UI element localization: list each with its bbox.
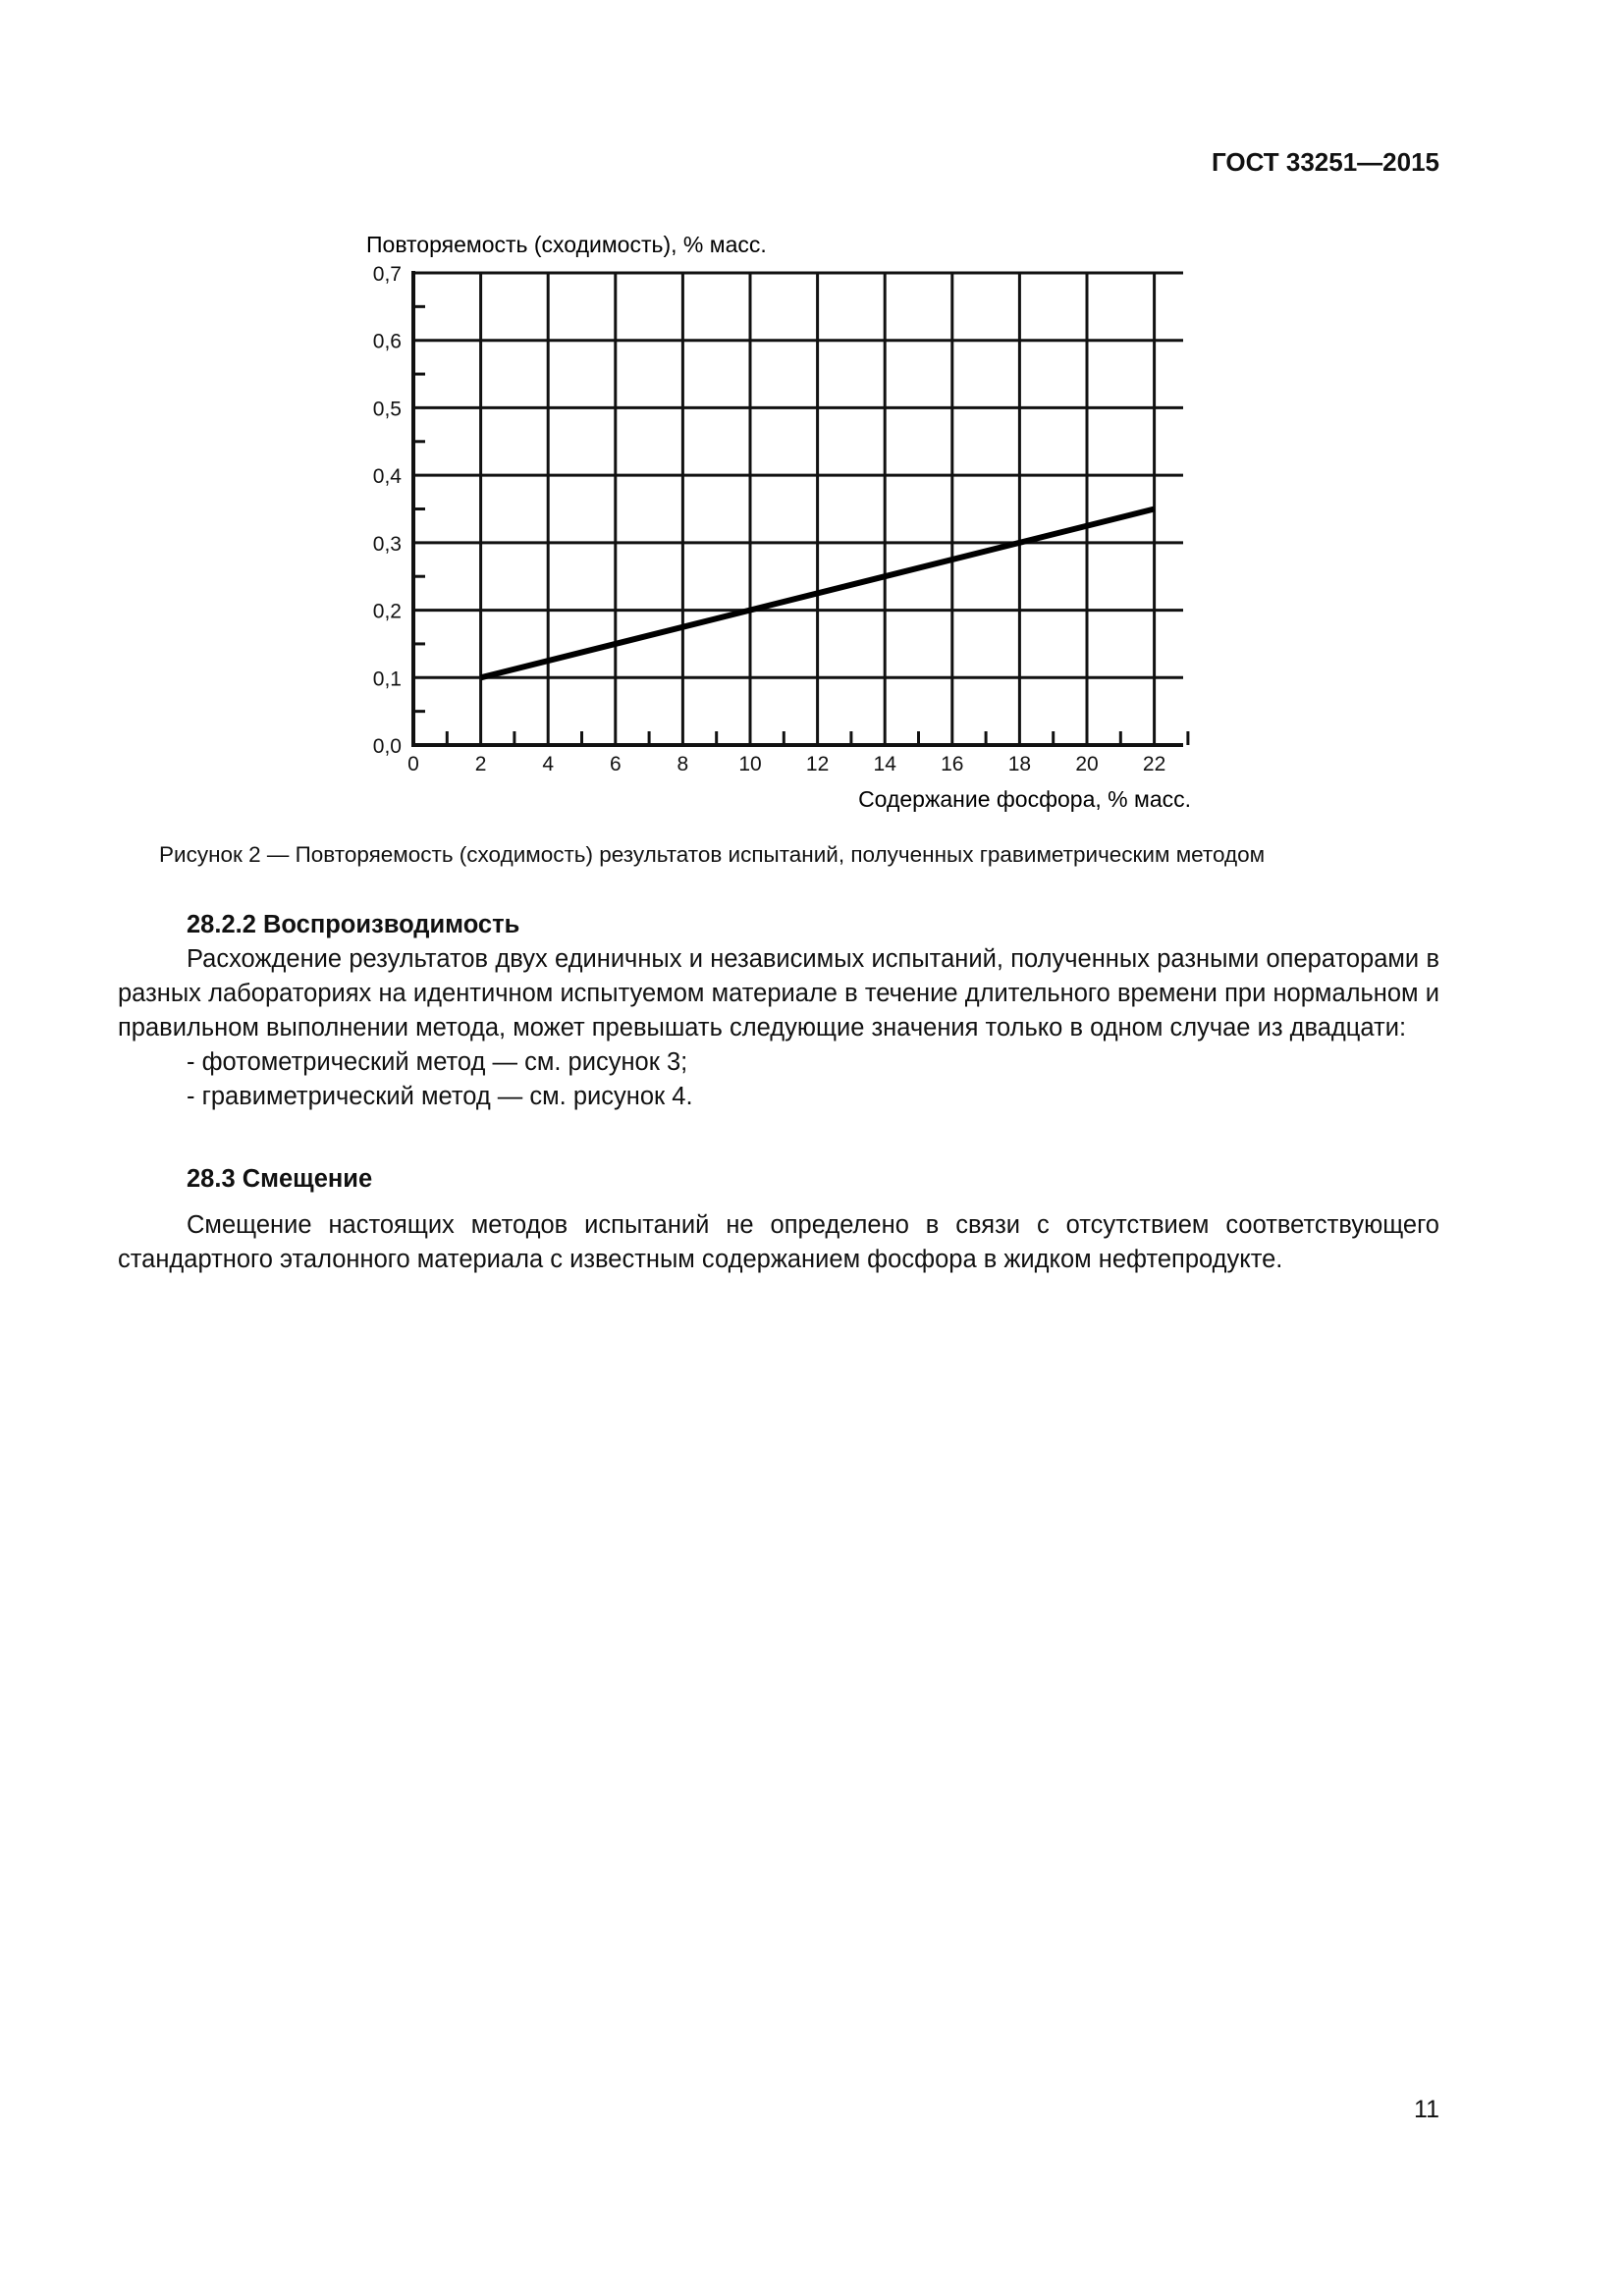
y-tick-label: 0,3 (372, 532, 402, 556)
x-tick-label: 22 (1142, 753, 1166, 775)
page-number: 11 (1414, 2096, 1439, 2123)
section-28-3 (118, 1162, 1439, 1277)
figure-caption: Рисунок 2 — Повторяемость (сходимость) результатов испытаний, полученных гравиметрическим методом (159, 842, 1266, 867)
x-tick-label: 16 (941, 753, 964, 775)
document-code: ГОСТ 33251—2015 (1212, 147, 1439, 177)
chart-axes (411, 271, 1183, 747)
x-tick-label: 14 (873, 753, 896, 775)
y-tick-label: 0,1 (372, 667, 402, 691)
section-paragraph: Смещение настоящих методов испытаний не определено в связи с отсутствием соответствующего стандартного эталонного материала с известным содержанием фосфора в жидком нефтепродукте. (118, 1211, 1439, 1273)
y-tick-label: 0,0 (372, 735, 402, 758)
x-tick-label: 8 (677, 753, 689, 775)
repeatability-chart (0, 0, 1624, 844)
y-tick-label: 0,5 (372, 398, 402, 421)
y-tick-label: 0,4 (372, 465, 402, 489)
chart-ticks (413, 306, 1188, 745)
x-tick-label: 6 (609, 753, 622, 775)
y-tick-label: 0,2 (372, 600, 402, 623)
section-paragraph: Расхождение результатов двух единичных и независимых испытаний, полученных разными операторами в разных лабораториях на идентичном испытуемом материале в течение длительного времени при нормальном и правильном выполнении метода, может превышать следующие значения только в одном случае из двадцати: (118, 945, 1439, 1041)
x-tick-label: 12 (805, 753, 830, 775)
y-axis-label: Повторяемость (сходимость), % масс. (366, 232, 767, 257)
list-item: - гравиметрический метод — см. рисунок 4. (187, 1083, 693, 1110)
x-axis-label: Содержание фосфора, % масс. (858, 786, 1191, 812)
x-tick-label: 18 (1007, 753, 1032, 775)
x-tick-label: 20 (1075, 753, 1099, 775)
section-heading: 28.3 Смещение (187, 1165, 373, 1193)
x-tick-label: 4 (542, 753, 555, 775)
section-heading: 28.2.2 Воспроизводимость (187, 911, 520, 938)
section-28-2-2 (118, 908, 1439, 1114)
x-tick-label: 2 (474, 753, 487, 775)
chart-grid (413, 273, 1183, 745)
y-tick-label: 0,7 (372, 263, 402, 286)
list-item: - фотометрический метод — см. рисунок 3; (187, 1048, 688, 1076)
x-tick-label: 0 (407, 753, 419, 775)
y-tick-label: 0,6 (372, 330, 402, 353)
x-tick-label: 10 (738, 753, 762, 775)
